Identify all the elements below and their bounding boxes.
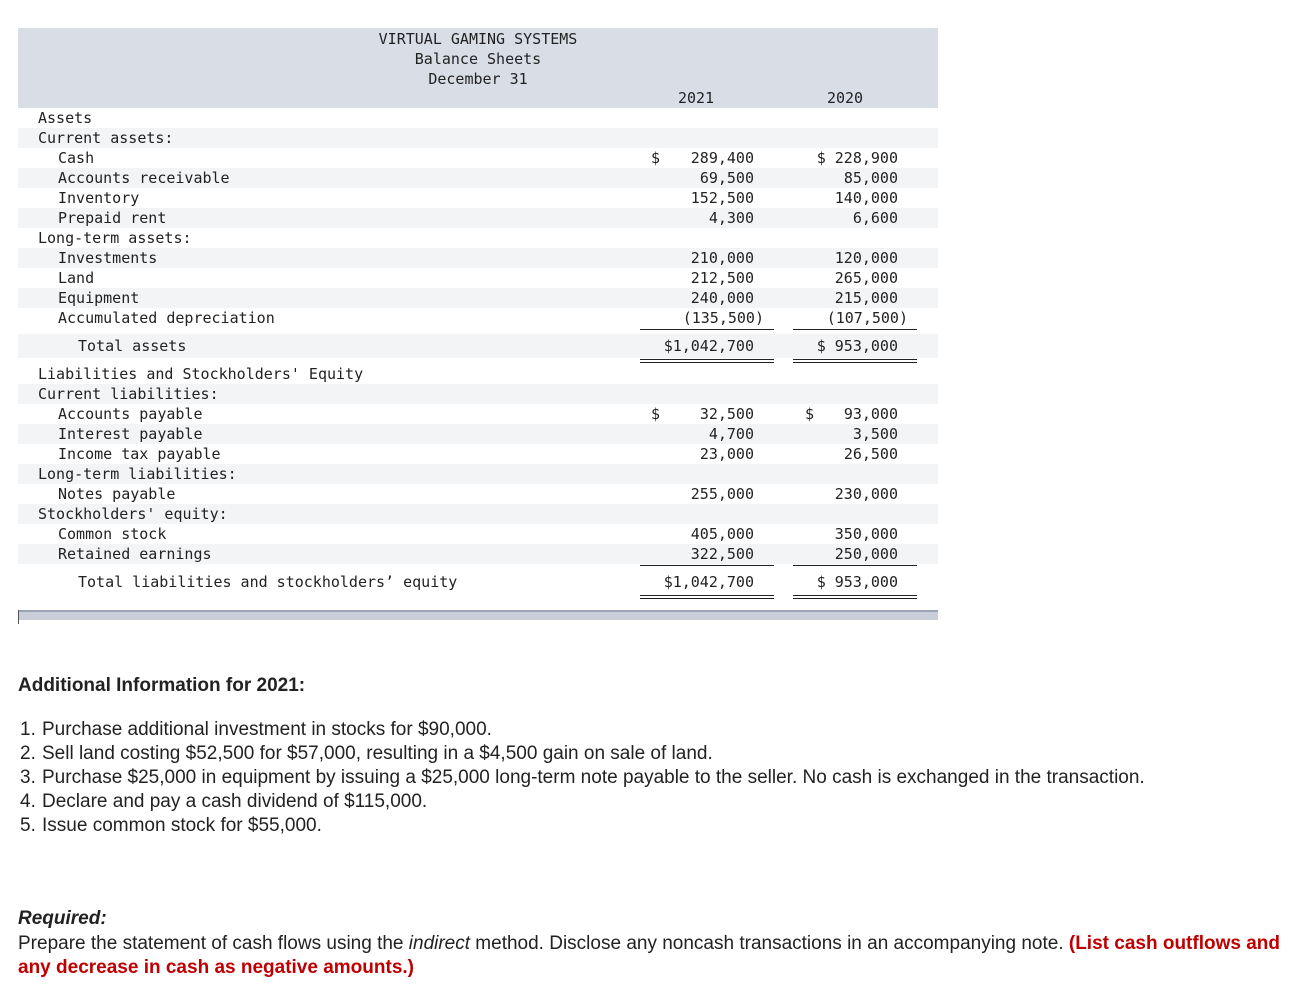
list-item xyxy=(20,766,1172,790)
table-row xyxy=(18,308,938,328)
table-row xyxy=(18,544,938,564)
value-2020: 93,000 xyxy=(843,405,898,423)
additional-info-title: Additional Information for 2021: xyxy=(18,675,306,696)
row-label: Income tax payable xyxy=(58,445,221,463)
row-label: Prepaid rent xyxy=(58,209,167,227)
table-row xyxy=(18,288,938,308)
table-row xyxy=(18,148,938,168)
table-row xyxy=(18,444,938,464)
item-number: 4. xyxy=(20,791,36,812)
row-label: Inventory xyxy=(58,189,140,207)
table-row xyxy=(18,248,938,268)
double-underline xyxy=(793,359,917,363)
section-row xyxy=(18,108,938,128)
underline xyxy=(793,565,917,566)
row-label: Accounts payable xyxy=(58,405,203,423)
value-2021: $1,042,700 xyxy=(663,337,754,355)
underline xyxy=(640,329,774,330)
item-text: Sell land costing $52,500 for $57,000, resulting in a $4,500 gain on sale of land. xyxy=(42,743,713,764)
value-2020: 6,600 xyxy=(852,209,898,227)
value-2021: 4,700 xyxy=(708,425,754,443)
value-2021: 152,500 xyxy=(690,189,754,207)
row-label: Cash xyxy=(58,149,95,167)
list-item xyxy=(20,742,1210,766)
balance-sheet-table xyxy=(18,28,938,618)
row-label: Investments xyxy=(58,249,158,267)
current-assets-heading: Current assets: xyxy=(38,129,174,147)
table-row xyxy=(18,208,938,228)
item-number: 2. xyxy=(20,743,36,764)
value-2021: 69,500 xyxy=(699,169,754,187)
item-text: Declare and pay a cash dividend of $115,000. xyxy=(42,791,428,812)
value-2020: $ 953,000 xyxy=(816,573,898,591)
value-2020: 230,000 xyxy=(834,485,898,503)
table-row xyxy=(18,424,938,444)
value-2021: 210,000 xyxy=(690,249,754,267)
long-term-assets-heading: Long-term assets: xyxy=(38,229,192,247)
total-row xyxy=(18,334,938,358)
value-2021: 255,000 xyxy=(690,485,754,503)
required-text-after: method. Disclose any noncash transactions in an accompanying note. xyxy=(470,933,1069,954)
row-label: Total assets xyxy=(78,337,187,355)
currency-sign: $ xyxy=(651,149,661,167)
double-underline xyxy=(640,595,774,599)
underline xyxy=(793,329,917,330)
row-label: Total liabilities and stockholders’ equity xyxy=(78,573,458,591)
item-text: Purchase additional investment in stocks for $90,000. xyxy=(42,719,492,740)
value-2020: 140,000 xyxy=(834,189,898,207)
section-row xyxy=(18,364,938,384)
table-row xyxy=(18,168,938,188)
value-2021: 289,400 xyxy=(690,149,754,167)
value-2020: (107,500) xyxy=(826,309,908,327)
row-label: Accounts receivable xyxy=(58,169,230,187)
row-label: Accumulated depreciation xyxy=(58,309,275,327)
currency-sign: $ xyxy=(805,405,815,423)
value-2021: 240,000 xyxy=(690,289,754,307)
current-liabilities-heading: Current liabilities: xyxy=(38,385,219,403)
value-2020: $ 953,000 xyxy=(816,337,898,355)
double-underline xyxy=(640,359,774,363)
row-label: Equipment xyxy=(58,289,140,307)
value-2020: 350,000 xyxy=(834,525,898,543)
underline xyxy=(640,565,774,566)
row-label: Retained earnings xyxy=(58,545,212,563)
table-row xyxy=(18,404,938,424)
value-2021: 4,300 xyxy=(708,209,754,227)
value-2021: 32,500 xyxy=(699,405,754,423)
assets-heading: Assets xyxy=(38,109,93,127)
double-underline xyxy=(793,595,917,599)
item-text: Purchase $25,000 in equipment by issuing a $25,000 long-term note payable to the seller. No cash is exchanged in the transaction. xyxy=(42,767,1145,788)
currency-sign: $ xyxy=(651,405,661,423)
value-2021: 23,000 xyxy=(699,445,754,463)
required-text-emphasis: indirect xyxy=(408,933,471,954)
stockholders-equity-heading: Stockholders' equity: xyxy=(38,505,228,523)
row-label: Land xyxy=(58,269,95,287)
row-label: Common stock xyxy=(58,525,167,543)
long-term-liabilities-heading: Long-term liabilities: xyxy=(38,465,237,483)
list-item xyxy=(20,790,1210,814)
section-row xyxy=(18,464,938,484)
company-name: VIRTUAL GAMING SYSTEMS xyxy=(378,30,578,48)
list-item xyxy=(20,718,1210,742)
liabilities-equity-heading: Liabilities and Stockholders' Equity xyxy=(38,365,364,383)
value-2020: 3,500 xyxy=(852,425,898,443)
list-item xyxy=(20,814,1210,838)
value-2020: 215,000 xyxy=(834,289,898,307)
table-footer-tick xyxy=(18,610,19,624)
value-2020: 250,000 xyxy=(834,545,898,563)
section-row xyxy=(18,504,938,524)
table-row xyxy=(18,524,938,544)
value-2020: $ 228,900 xyxy=(816,149,898,167)
value-2021: 405,000 xyxy=(690,525,754,543)
item-number: 1. xyxy=(20,719,36,740)
row-label: Interest payable xyxy=(58,425,203,443)
section-row xyxy=(18,384,938,404)
additional-info-list xyxy=(20,718,1210,838)
item-text: Issue common stock for $55,000. xyxy=(42,815,322,836)
value-2021: (135,500) xyxy=(682,309,764,327)
value-2020: 265,000 xyxy=(834,269,898,287)
required-instructions xyxy=(18,932,1298,980)
column-header-2020: 2020 xyxy=(826,89,864,107)
column-header-2021: 2021 xyxy=(677,89,715,107)
table-row xyxy=(18,188,938,208)
section-row xyxy=(18,228,938,248)
item-number: 5. xyxy=(20,815,36,836)
section-row xyxy=(18,128,938,148)
value-2021: 322,500 xyxy=(690,545,754,563)
table-footer-band xyxy=(18,610,938,620)
required-title: Required: xyxy=(18,908,107,929)
value-2020: 85,000 xyxy=(843,169,898,187)
required-note-red: (List cash outflows and any decrease in cash as negative amounts.) xyxy=(18,933,1280,978)
item-number: 3. xyxy=(20,767,36,788)
row-label: Notes payable xyxy=(58,485,176,503)
value-2020: 120,000 xyxy=(834,249,898,267)
value-2021: $1,042,700 xyxy=(663,573,754,591)
value-2020: 26,500 xyxy=(843,445,898,463)
table-row xyxy=(18,268,938,288)
total-row xyxy=(18,570,938,594)
statement-title: Balance Sheets xyxy=(414,50,542,68)
statement-date: December 31 xyxy=(428,70,528,88)
table-row xyxy=(18,484,938,504)
value-2021: 212,500 xyxy=(690,269,754,287)
required-text-before: Prepare the statement of cash flows using the xyxy=(18,933,409,954)
